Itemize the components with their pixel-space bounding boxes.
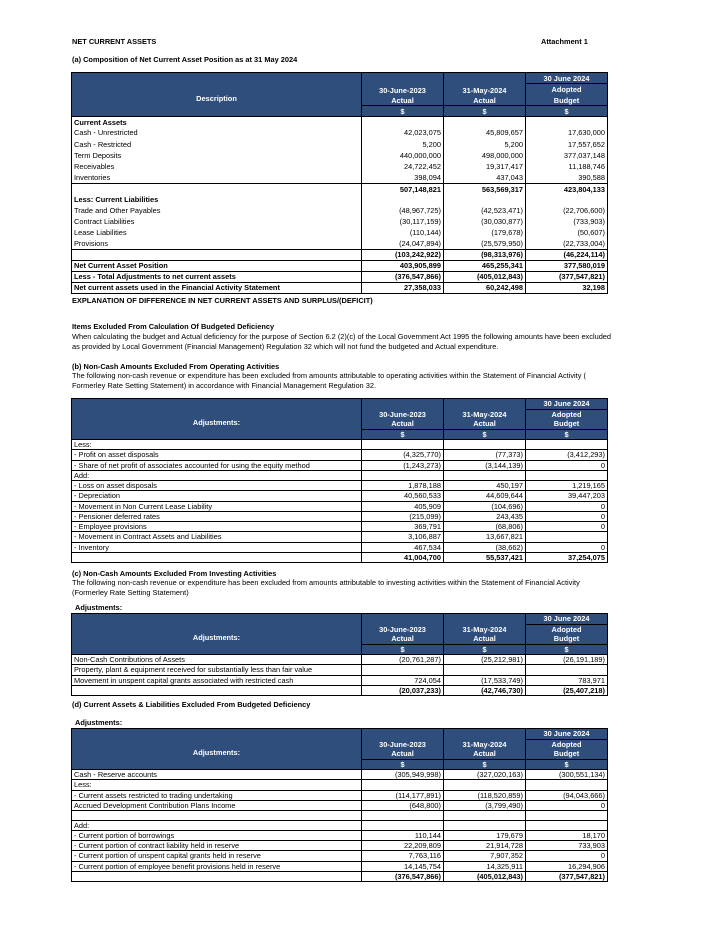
row-label: Contract Liabilities [72, 217, 362, 228]
table-row [72, 861, 608, 871]
table-row [72, 128, 608, 139]
row-value [526, 532, 608, 542]
col3-header-budget: Budget [526, 634, 608, 644]
col2-header: 31-May-2024 Actual [444, 399, 526, 430]
row-value: 21,914,728 [444, 841, 526, 851]
row-label: Property, plant & equipment received for substantially less than fair value [72, 665, 362, 675]
row-value: 3,106,887 [362, 532, 444, 542]
row-value: 11,188,746 [526, 162, 608, 173]
row-value: (25,407,218) [526, 685, 608, 695]
table-row [72, 522, 608, 532]
col2-unit: $ [444, 429, 526, 440]
row-label: Provisions [72, 239, 362, 250]
col3-date-header: 30 June 2024 [526, 614, 608, 625]
row-label: - Profit on asset disposals [72, 450, 362, 460]
row-label: - Share of net profit of associates accounted for using the equity method [72, 460, 362, 470]
row-label: - Current assets restricted to trading undertaking [72, 790, 362, 800]
table-row [72, 206, 608, 217]
section-b-heading: (b) Non-Cash Amounts Excluded From Operating Activities [72, 362, 280, 371]
row-value: 377,037,148 [526, 151, 608, 162]
row-label: Lease Liabilities [72, 228, 362, 239]
row-value: (215,099) [362, 511, 444, 521]
operating-adjustments-table [71, 398, 608, 563]
row-value: (104,696) [444, 501, 526, 511]
row-label: - Pensioner deferred rates [72, 511, 362, 521]
row-value: 369,791 [362, 522, 444, 532]
adjustments-header: Adjustments: [72, 614, 362, 655]
row-label [72, 811, 362, 821]
row-value: (3,144,139) [444, 460, 526, 470]
row-value [526, 117, 608, 128]
row-value [444, 470, 526, 480]
row-value: (48,967,725) [362, 206, 444, 217]
section-c-heading: (c) Non-Cash Amounts Excluded From Investing Activities [72, 569, 277, 578]
col3-date-header: 30 June 2024 [526, 729, 608, 740]
table-row [72, 491, 608, 501]
row-value: 563,569,317 [444, 184, 526, 195]
table-row [72, 151, 608, 162]
row-value [526, 811, 608, 821]
row-value: 39,447,203 [526, 491, 608, 501]
row-value: (648,800) [362, 800, 444, 810]
row-value: (103,242,922) [362, 250, 444, 261]
row-value: 423,804,133 [526, 184, 608, 195]
row-value: 0 [526, 851, 608, 861]
row-value: 14,145,754 [362, 861, 444, 871]
row-value: 403,905,899 [362, 261, 444, 272]
row-value: (50,607) [526, 228, 608, 239]
row-value: 390,588 [526, 173, 608, 184]
row-label: - Current portion of contract liability held in reserve [72, 841, 362, 851]
col2-unit: $ [444, 644, 526, 655]
row-value: 1,219,165 [526, 481, 608, 491]
page-title: NET CURRENT ASSETS [72, 37, 157, 46]
table-row [72, 655, 608, 665]
row-value: 32,198 [526, 283, 608, 294]
row-value [444, 440, 526, 450]
row-value: (30,117,159) [362, 217, 444, 228]
col2-header: 31-May-2024 Actual [444, 729, 526, 760]
col1-unit: $ [362, 759, 444, 770]
row-value: (300,551,134) [526, 770, 608, 780]
row-value: 42,023,075 [362, 128, 444, 139]
col3-unit: $ [526, 429, 608, 440]
row-value: 783,971 [526, 675, 608, 685]
row-label: - Movement in Non Current Lease Liability [72, 501, 362, 511]
row-label: Receivables [72, 162, 362, 173]
table-row [72, 685, 608, 695]
net-current-assets-table [71, 72, 608, 294]
row-label: Add: [72, 470, 362, 480]
row-value: 0 [526, 460, 608, 470]
table-row [72, 665, 608, 675]
row-label: Net Current Asset Position [72, 261, 362, 272]
row-value [362, 440, 444, 450]
col1-unit: $ [362, 429, 444, 440]
row-value: (377,547,821) [526, 871, 608, 881]
section-c-text: The following non-cash revenue or expenditure has been excluded from amounts attributable to investing activities within the Statement of Financial Activity (Formerley Rate Setting Statement) [72, 578, 580, 598]
row-label: - Employee provisions [72, 522, 362, 532]
row-label: - Current portion of borrowings [72, 830, 362, 840]
row-label: Cash - Reserve accounts [72, 770, 362, 780]
col1-unit: $ [362, 106, 444, 117]
table-row [72, 871, 608, 881]
row-value: (68,806) [444, 522, 526, 532]
row-label: - Current portion of employee benefit provisions held in reserve [72, 861, 362, 871]
row-value: (24,047,894) [362, 239, 444, 250]
section-d-heading: (d) Current Assets & Liabilities Excluded From Budgeted Deficiency [72, 700, 311, 709]
row-label [72, 184, 362, 195]
col3-unit: $ [526, 644, 608, 655]
row-value [526, 780, 608, 790]
section-a-heading: (a) Composition of Net Current Asset Position as at 31 May 2024 [72, 55, 298, 64]
row-value: 0 [526, 542, 608, 552]
row-value: (114,177,891) [362, 790, 444, 800]
row-value: 37,254,075 [526, 552, 608, 562]
row-value: 405,909 [362, 501, 444, 511]
table-row [72, 511, 608, 521]
row-value: (376,547,866) [362, 272, 444, 283]
row-value: 17,557,652 [526, 139, 608, 151]
table-row [72, 552, 608, 562]
row-value [362, 665, 444, 675]
row-value: 377,580,019 [526, 261, 608, 272]
row-label: - Inventory [72, 542, 362, 552]
items-excluded-heading: Items Excluded From Calculation Of Budgeted Deficiency [72, 322, 275, 331]
table-row [72, 250, 608, 261]
row-value [444, 665, 526, 675]
row-value: (22,706,600) [526, 206, 608, 217]
row-value: 733,903 [526, 841, 608, 851]
table-row [72, 770, 608, 780]
col3-date-header: 30 June 2024 [526, 73, 608, 84]
table-row [72, 272, 608, 283]
row-value: 44,609,644 [444, 491, 526, 501]
row-label: Accrued Development Contribution Plans Income [72, 800, 362, 810]
row-label: Add: [72, 820, 362, 830]
row-label: Non-Cash Contributions of Assets [72, 655, 362, 665]
row-value: (1,243,273) [362, 460, 444, 470]
row-label: Less - Total Adjustments to net current assets [72, 272, 362, 283]
row-value: (38,662) [444, 542, 526, 552]
row-value: (733,903) [526, 217, 608, 228]
row-value: 1,878,188 [362, 481, 444, 491]
description-header: Description [72, 73, 362, 117]
row-value: (30,030,877) [444, 217, 526, 228]
row-value: 507,148,821 [362, 184, 444, 195]
col2-header: 31-May-2024 Actual [444, 614, 526, 645]
row-label: - Depreciation [72, 491, 362, 501]
table-row [72, 239, 608, 250]
col3-header-budget: Budget [526, 419, 608, 429]
col1-unit: $ [362, 644, 444, 655]
section-c-adjustments-label: Adjustments: [75, 603, 123, 612]
row-value: 0 [526, 522, 608, 532]
row-value: (46,224,114) [526, 250, 608, 261]
explanation-heading: EXPLANATION OF DIFFERENCE IN NET CURRENT ASSETS AND SURPLUS/(DEFICIT) [72, 296, 373, 305]
row-value: (42,523,471) [444, 206, 526, 217]
col2-header: 31-May-2024 Actual [444, 73, 526, 106]
table-row [72, 811, 608, 821]
table-row [72, 460, 608, 470]
row-label: Cash - Restricted [72, 139, 362, 151]
row-value: 14,325,911 [444, 861, 526, 871]
row-value: (305,949,998) [362, 770, 444, 780]
row-value: (3,799,490) [444, 800, 526, 810]
row-value: (22,733,004) [526, 239, 608, 250]
row-label: Movement in unspent capital grants associated with restricted cash [72, 675, 362, 685]
row-value: (42,746,730) [444, 685, 526, 695]
table-row [72, 481, 608, 491]
row-value: 18,170 [526, 830, 608, 840]
row-value: 465,255,341 [444, 261, 526, 272]
row-value: 45,809,657 [444, 128, 526, 139]
row-value: (26,191,189) [526, 655, 608, 665]
row-label [72, 685, 362, 695]
row-value [444, 820, 526, 830]
row-label: - Loss on asset disposals [72, 481, 362, 491]
table-row [72, 162, 608, 173]
row-label [72, 250, 362, 261]
excluded-assets-liabilities-table [71, 728, 608, 882]
section-d-adjustments-label: Adjustments: [75, 718, 123, 727]
row-value: (118,520,859) [444, 790, 526, 800]
table-row [72, 450, 608, 460]
table-row [72, 841, 608, 851]
table-row [72, 532, 608, 542]
row-label: - Current portion of unspent capital grants held in reserve [72, 851, 362, 861]
table-row [72, 851, 608, 861]
row-value: (20,761,287) [362, 655, 444, 665]
col1-header: 30-June-2023 Actual [362, 399, 444, 430]
row-value: (25,212,981) [444, 655, 526, 665]
row-value: (4,325,770) [362, 450, 444, 460]
table-row [72, 830, 608, 840]
row-value: 450,197 [444, 481, 526, 491]
row-value [444, 195, 526, 206]
row-value: (405,012,843) [444, 272, 526, 283]
row-value: 467,534 [362, 542, 444, 552]
table-row [72, 228, 608, 239]
row-value [362, 195, 444, 206]
row-value: 5,200 [362, 139, 444, 151]
row-label: Less: [72, 780, 362, 790]
row-value: (3,412,293) [526, 450, 608, 460]
row-value [526, 470, 608, 480]
col3-unit: $ [526, 106, 608, 117]
row-value: 724,054 [362, 675, 444, 685]
row-value: 60,242,498 [444, 283, 526, 294]
row-value: 41,004,700 [362, 552, 444, 562]
row-label: - Movement in Contract Assets and Liabilities [72, 532, 362, 542]
investing-adjustments-table [71, 613, 608, 696]
col3-header-adopted: Adopted [526, 84, 608, 95]
row-label [72, 871, 362, 881]
row-label [72, 552, 362, 562]
row-value [444, 780, 526, 790]
table-row [72, 173, 608, 184]
row-value: 243,435 [444, 511, 526, 521]
adjustments-header: Adjustments: [72, 729, 362, 770]
row-value: 7,907,352 [444, 851, 526, 861]
row-value: 27,358,033 [362, 283, 444, 294]
table-row [72, 283, 608, 294]
col3-date-header: 30 June 2024 [526, 399, 608, 410]
row-value [444, 117, 526, 128]
row-label: Trade and Other Payables [72, 206, 362, 217]
row-value: 22,209,809 [362, 841, 444, 851]
row-value [444, 811, 526, 821]
row-label: Inventories [72, 173, 362, 184]
row-value [362, 117, 444, 128]
row-label: Less: [72, 440, 362, 450]
row-value: 110,144 [362, 830, 444, 840]
adjustments-header: Adjustments: [72, 399, 362, 440]
row-label: Term Deposits [72, 151, 362, 162]
row-value [362, 470, 444, 480]
row-value: (25,579,950) [444, 239, 526, 250]
row-value: 55,537,421 [444, 552, 526, 562]
row-value: 437,043 [444, 173, 526, 184]
row-value: 7,763,116 [362, 851, 444, 861]
row-value: (405,012,843) [444, 871, 526, 881]
row-value [362, 811, 444, 821]
table-row [72, 780, 608, 790]
row-value: (17,533,749) [444, 675, 526, 685]
table-row [72, 440, 608, 450]
row-value: (20,037,233) [362, 685, 444, 695]
row-value: 19,317,417 [444, 162, 526, 173]
row-value [526, 195, 608, 206]
table-row [72, 184, 608, 195]
table-row [72, 790, 608, 800]
row-value: 440,000,000 [362, 151, 444, 162]
table-row [72, 820, 608, 830]
col1-header: 30-June-2023 Actual [362, 73, 444, 106]
col3-header-adopted: Adopted [526, 409, 608, 419]
row-value: 24,722,452 [362, 162, 444, 173]
row-value: 0 [526, 800, 608, 810]
table-row [72, 117, 608, 128]
col1-header: 30-June-2023 Actual [362, 614, 444, 645]
row-label: Net current assets used in the Financial Activity Statement [72, 283, 362, 294]
row-value [526, 820, 608, 830]
row-value: (98,313,976) [444, 250, 526, 261]
table-row [72, 542, 608, 552]
row-value: 40,560,533 [362, 491, 444, 501]
section-b-text: The following non-cash revenue or expenditure has been excluded from amounts attributable to operating activities within the Statement of Financial Activity ( Formerley Rate Setting Statement) in accordance with Financial Management Regulation 32. [72, 371, 586, 391]
col3-header-budget: Budget [526, 95, 608, 106]
row-label: Less: Current Liabilities [72, 195, 362, 206]
row-value: 5,200 [444, 139, 526, 151]
row-value: (110,144) [362, 228, 444, 239]
row-value: (77,373) [444, 450, 526, 460]
table-row [72, 675, 608, 685]
table-row [72, 470, 608, 480]
col3-header-adopted: Adopted [526, 739, 608, 749]
row-value: 398,094 [362, 173, 444, 184]
row-value [362, 820, 444, 830]
table-row [72, 195, 608, 206]
row-value: (376,547,866) [362, 871, 444, 881]
row-value [526, 665, 608, 675]
row-value: (327,020,163) [444, 770, 526, 780]
row-value: (179,678) [444, 228, 526, 239]
col2-unit: $ [444, 106, 526, 117]
row-value: (377,547,821) [526, 272, 608, 283]
row-value: 179,679 [444, 830, 526, 840]
table-row [72, 139, 608, 151]
col3-unit: $ [526, 759, 608, 770]
row-value: 13,667,821 [444, 532, 526, 542]
col2-unit: $ [444, 759, 526, 770]
table-row [72, 800, 608, 810]
row-value: 498,000,000 [444, 151, 526, 162]
table-row [72, 261, 608, 272]
row-label: Cash - Unrestricted [72, 128, 362, 139]
col3-header-budget: Budget [526, 749, 608, 759]
col3-header-adopted: Adopted [526, 624, 608, 634]
col1-header: 30-June-2023 Actual [362, 729, 444, 760]
row-value: 0 [526, 511, 608, 521]
items-excluded-text: When calculating the budget and Actual deficiency for the purpose of Section 6.2 (2)(c) of the Local Government Act 1995 the following amounts have been excluded as provided by Local Government (Financial Management) Regulation 32 which will not fund the budgeted and Actual expenditure. [72, 332, 612, 352]
table-row [72, 501, 608, 511]
table-row [72, 217, 608, 228]
attachment-label: Attachment 1 [541, 37, 588, 46]
row-value: 0 [526, 501, 608, 511]
row-value: 17,630,000 [526, 128, 608, 139]
row-value: 16,294,906 [526, 861, 608, 871]
row-value [526, 440, 608, 450]
row-value: (94,043,666) [526, 790, 608, 800]
row-value [362, 780, 444, 790]
row-label: Current Assets [72, 117, 362, 128]
